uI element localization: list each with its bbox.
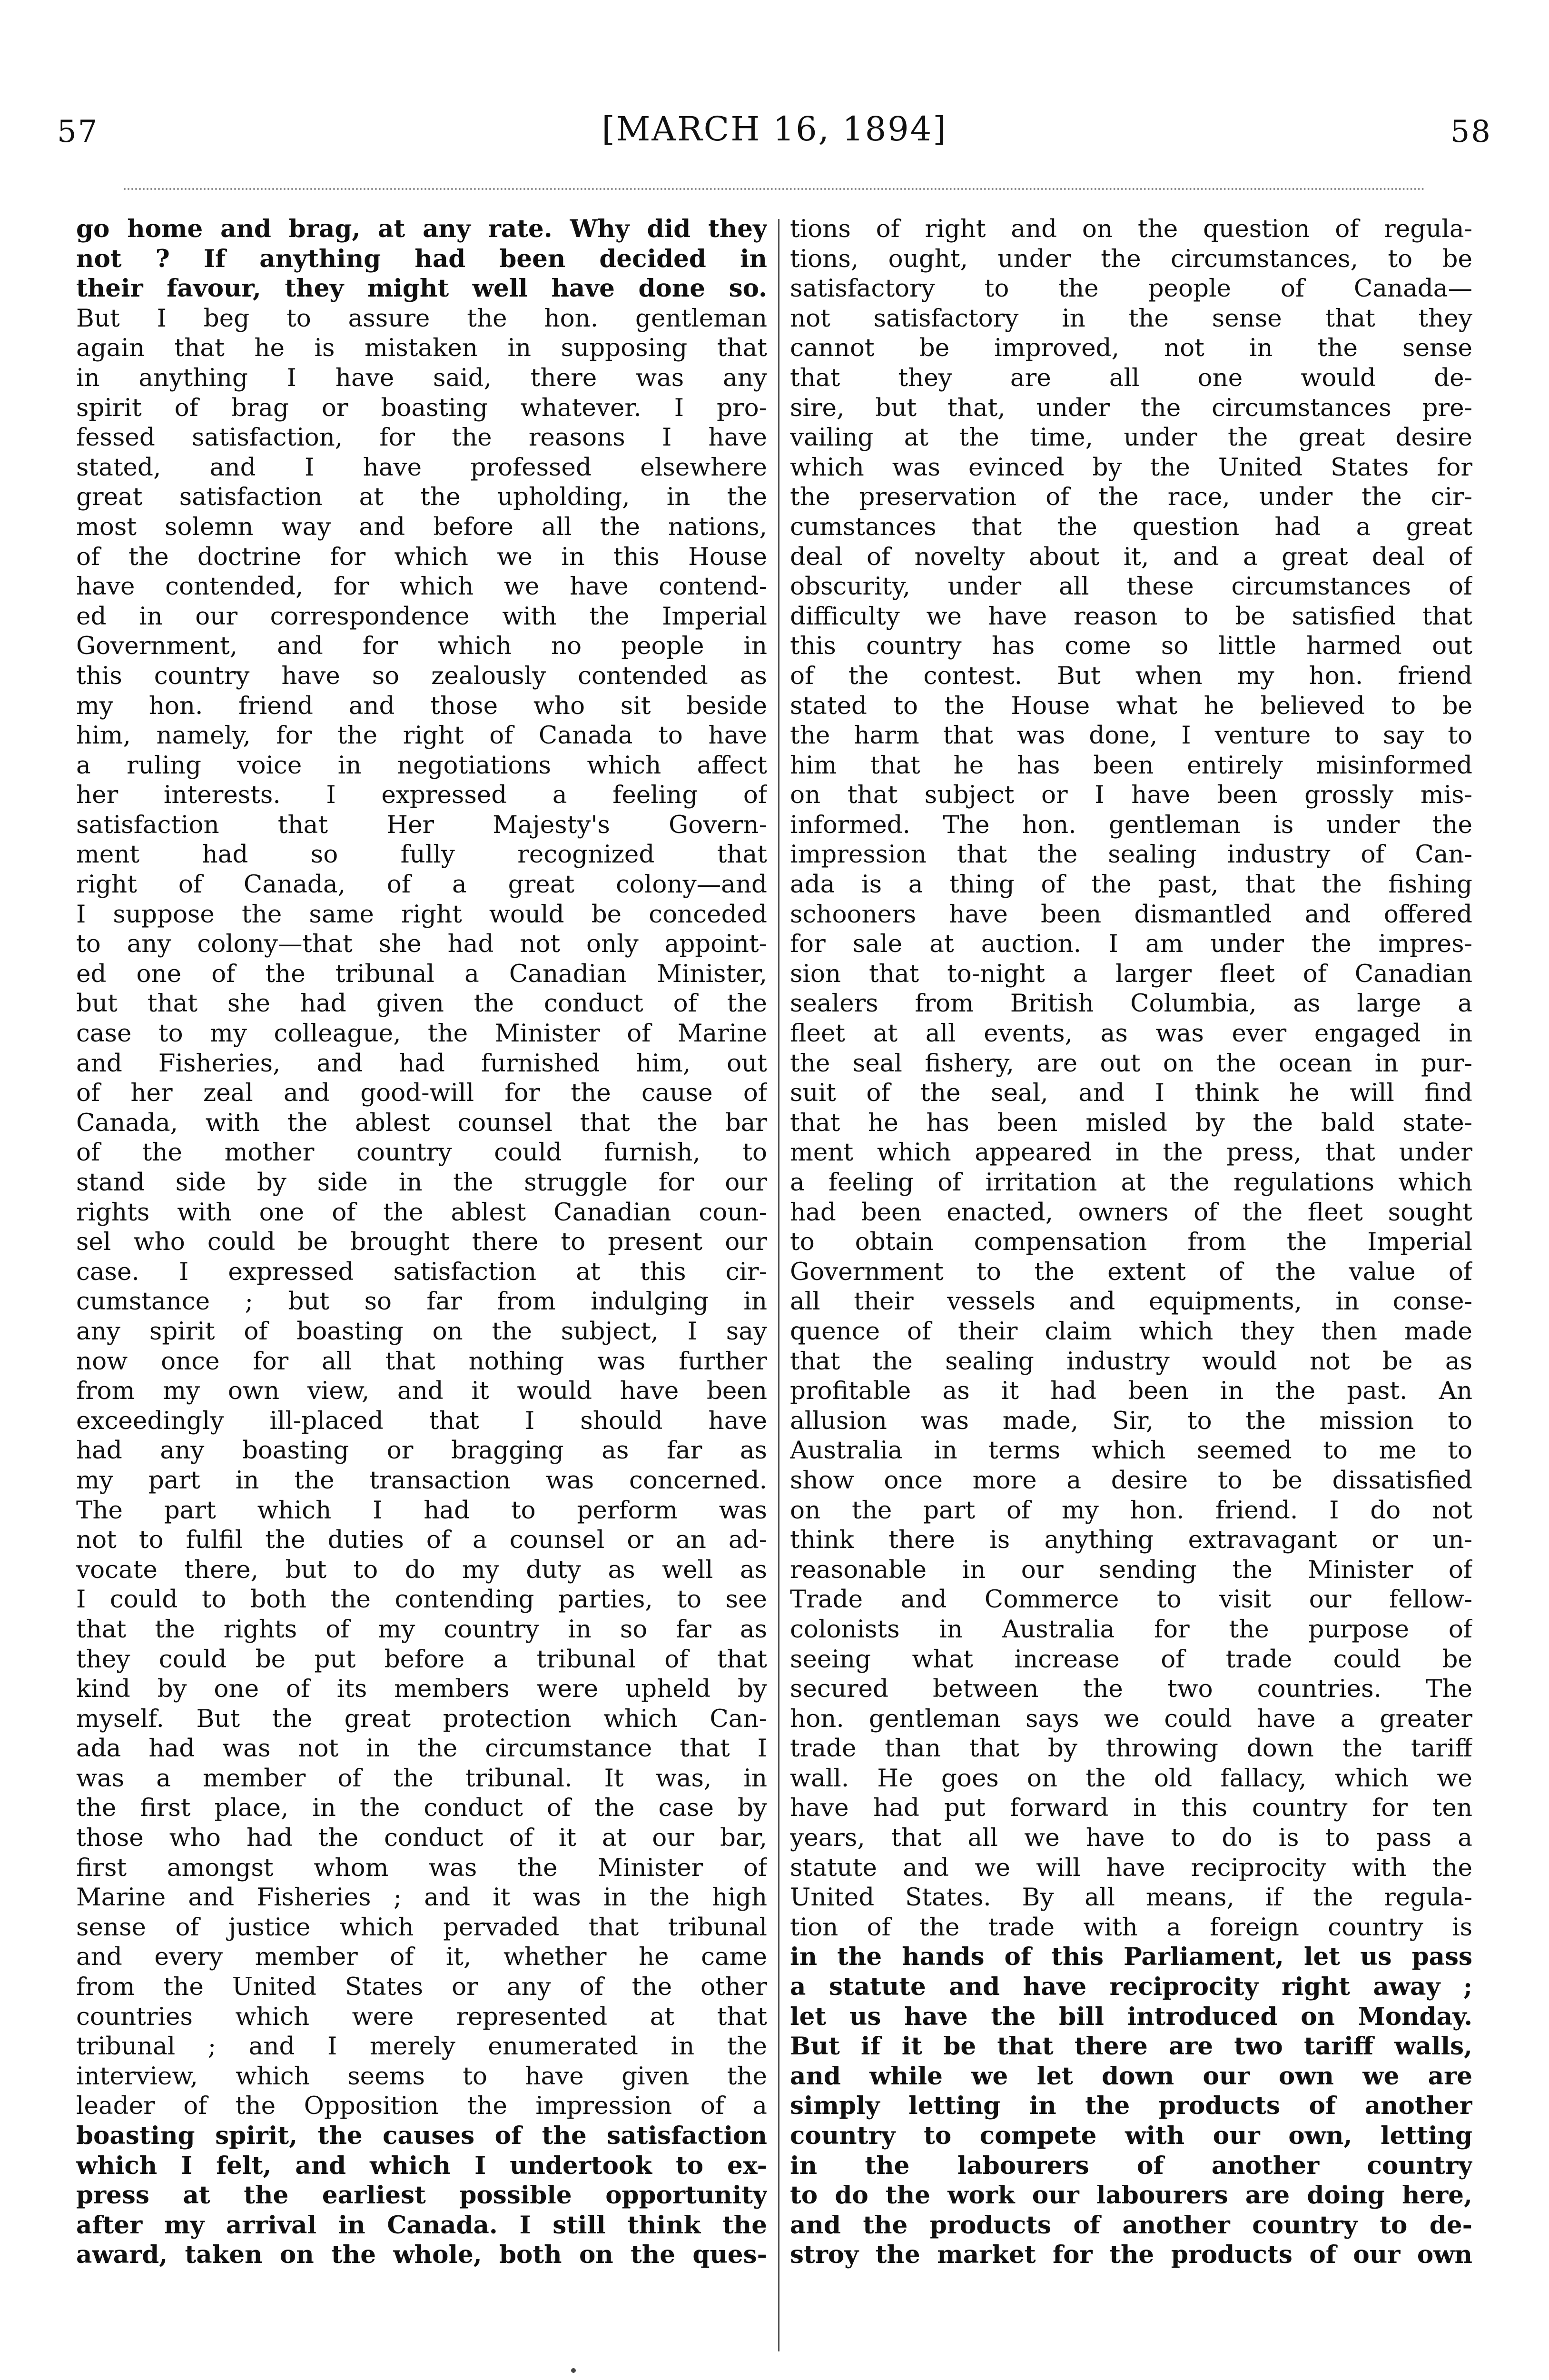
- text-line: their favour, they might well have done so.: [76, 274, 767, 303]
- text-line: suit of the seal, and I think he will find: [790, 1079, 1472, 1108]
- text-line: I suppose the same right would be conceded: [76, 900, 767, 929]
- text-line: not ? If anything had been decided in: [76, 244, 767, 273]
- text-line: seeing what increase of trade could be: [790, 1645, 1472, 1674]
- text-line: profitable as it had been in the past. An: [790, 1377, 1472, 1406]
- text-line: fleet at all events, as was ever engaged in: [790, 1019, 1472, 1048]
- text-line: vailing at the time, under the great desire: [790, 423, 1472, 452]
- text-line: Trade and Commerce to visit our fellow-: [790, 1585, 1472, 1614]
- text-line: Canada, with the ablest counsel that the bar: [76, 1108, 767, 1137]
- text-line: not to fulfil the duties of a counsel or an ad-: [76, 1526, 767, 1555]
- text-line: not satisfactory in the sense that they: [790, 304, 1472, 333]
- text-line: her interests. I expressed a feeling of: [76, 781, 767, 810]
- text-line: and every member of it, whether he came: [76, 1943, 767, 1972]
- text-line: colonists in Australia for the purpose of: [790, 1615, 1472, 1644]
- text-line: interview, which seems to have given the: [76, 2062, 767, 2091]
- text-line: let us have the bill introduced on Monday.: [790, 2002, 1472, 2031]
- page-number-left: 57: [57, 114, 99, 149]
- text-line: go home and brag, at any rate. Why did they: [76, 215, 767, 243]
- text-line: case. I expressed satisfaction at this cir-: [76, 1257, 767, 1286]
- text-line: right of Canada, of a great colony—and: [76, 870, 767, 899]
- text-line: informed. The hon. gentleman is under the: [790, 810, 1472, 839]
- text-line: sel who could be brought there to present our: [76, 1228, 767, 1257]
- text-line: sion that to-night a larger fleet of Canadian: [790, 959, 1472, 988]
- text-line: had any boasting or bragging as far as: [76, 1436, 767, 1465]
- text-line: in the labourers of another country: [790, 2151, 1472, 2180]
- text-line: tribunal ; and I merely enumerated in the: [76, 2032, 767, 2061]
- text-line: wall. He goes on the old fallacy, which we: [790, 1764, 1472, 1793]
- column-divider: [778, 219, 779, 2351]
- text-line: the harm that was done, I venture to say to: [790, 721, 1472, 750]
- text-line: stroy the market for the products of our own: [790, 2241, 1472, 2270]
- text-line: years, that all we have to do is to pass a: [790, 1824, 1472, 1853]
- text-line: that they are all one would de-: [790, 363, 1472, 392]
- text-line: The part which I had to perform was: [76, 1496, 767, 1525]
- text-line: boasting spirit, the causes of the satisfaction: [76, 2122, 767, 2150]
- text-line: my part in the transaction was concerned.: [76, 1466, 767, 1495]
- text-line: tions of right and on the question of regula-: [790, 215, 1472, 243]
- text-line: that the rights of my country in so far as: [76, 1615, 767, 1644]
- text-line: ada had was not in the circumstance that I: [76, 1734, 767, 1763]
- text-line: a feeling of irritation at the regulations which: [790, 1168, 1472, 1197]
- text-line: all their vessels and equipments, in conse-: [790, 1287, 1472, 1316]
- left-column: [76, 214, 767, 2270]
- text-line: Government to the extent of the value of: [790, 1257, 1472, 1286]
- text-line: of the contest. But when my hon. friend: [790, 661, 1472, 690]
- text-line: cumstance ; but so far from indulging in: [76, 1287, 767, 1316]
- page-mark: [571, 2368, 576, 2373]
- text-line: statute and we will have reciprocity with the: [790, 1853, 1472, 1882]
- text-line: my hon. friend and those who sit beside: [76, 691, 767, 720]
- page-header: [48, 100, 1501, 152]
- text-line: sealers from British Columbia, as large a: [790, 989, 1472, 1018]
- text-line: again that he is mistaken in supposing that: [76, 334, 767, 363]
- text-line: kind by one of its members were upheld by: [76, 1675, 767, 1704]
- text-line: deal of novelty about it, and a great deal of: [790, 542, 1472, 571]
- text-line: that he has been misled by the bald state-: [790, 1108, 1472, 1137]
- text-line: quence of their claim which they then made: [790, 1317, 1472, 1346]
- text-line: ada is a thing of the past, that the fishing: [790, 870, 1472, 899]
- text-line: now once for all that nothing was further: [76, 1347, 767, 1376]
- text-line: hon. gentleman says we could have a greater: [790, 1704, 1472, 1733]
- text-line: any spirit of boasting on the subject, I say: [76, 1317, 767, 1346]
- text-line: exceedingly ill-placed that I should have: [76, 1406, 767, 1435]
- text-line: But if it be that there are two tariff walls,: [790, 2032, 1472, 2061]
- text-line: countries which were represented at that: [76, 2002, 767, 2031]
- text-line: stated, and I have professed elsewhere: [76, 453, 767, 482]
- text-line: ed one of the tribunal a Canadian Minister,: [76, 959, 767, 988]
- text-line: impression that the sealing industry of Can-: [790, 840, 1472, 869]
- text-line: secured between the two countries. The: [790, 1675, 1472, 1704]
- text-line: those who had the conduct of it at our bar,: [76, 1824, 767, 1853]
- text-line: in anything I have said, there was any: [76, 363, 767, 392]
- text-line: and while we let down our own we are: [790, 2062, 1472, 2091]
- text-line: in the hands of this Parliament, let us pass: [790, 1943, 1472, 1972]
- text-line: to do the work our labourers are doing here,: [790, 2181, 1472, 2210]
- text-line: which I felt, and which I undertook to ex-: [76, 2151, 767, 2180]
- text-line: they could be put before a tribunal of that: [76, 1645, 767, 1674]
- right-column: [790, 214, 1472, 2270]
- text-line: sire, but that, under the circumstances pre-: [790, 393, 1472, 422]
- text-line: think there is anything extravagant or un-: [790, 1526, 1472, 1555]
- text-line: difficulty we have reason to be satisfied that: [790, 602, 1472, 631]
- text-line: great satisfaction at the upholding, in the: [76, 483, 767, 512]
- text-line: from the United States or any of the other: [76, 1973, 767, 2002]
- text-line: a ruling voice in negotiations which affect: [76, 751, 767, 780]
- text-line: ment had so fully recognized that: [76, 840, 767, 869]
- text-line: But I beg to assure the hon. gentleman: [76, 304, 767, 333]
- text-line: satisfactory to the people of Canada—: [790, 274, 1472, 303]
- text-line: Australia in terms which seemed to me to: [790, 1436, 1472, 1465]
- text-line: this country has come so little harmed out: [790, 632, 1472, 661]
- text-line: I could to both the contending parties, to see: [76, 1585, 767, 1614]
- text-line: first amongst whom was the Minister of: [76, 1853, 767, 1882]
- text-line: on that subject or I have been grossly mis-: [790, 781, 1472, 810]
- text-line: sense of justice which pervaded that tribunal: [76, 1913, 767, 1942]
- text-line: ed in our correspondence with the Imperial: [76, 602, 767, 631]
- text-line: award, taken on the whole, both on the ques-: [76, 2241, 767, 2270]
- text-line: show once more a desire to be dissatisfied: [790, 1466, 1472, 1495]
- text-line: him, namely, for the right of Canada to have: [76, 721, 767, 750]
- text-line: on the part of my hon. friend. I do not: [790, 1496, 1472, 1525]
- text-line: fessed satisfaction, for the reasons I have: [76, 423, 767, 452]
- text-line: case to my colleague, the Minister of Marine: [76, 1019, 767, 1048]
- text-line: allusion was made, Sir, to the mission to: [790, 1406, 1472, 1435]
- text-line: of her zeal and good-will for the cause of: [76, 1079, 767, 1108]
- text-line: schooners have been dismantled and offered: [790, 900, 1472, 929]
- text-line: stated to the House what he believed to be: [790, 691, 1472, 720]
- text-line: cumstances that the question had a great: [790, 512, 1472, 541]
- text-line: stand side by side in the struggle for our: [76, 1168, 767, 1197]
- text-line: and the products of another country to de-: [790, 2211, 1472, 2240]
- text-line: trade than that by throwing down the tariff: [790, 1734, 1472, 1763]
- text-line: myself. But the great protection which Can-: [76, 1704, 767, 1733]
- text-line: reasonable in our sending the Minister of: [790, 1555, 1472, 1584]
- text-line: for sale at auction. I am under the impres-: [790, 930, 1472, 959]
- text-line: was a member of the tribunal. It was, in: [76, 1764, 767, 1793]
- text-line: vocate there, but to do my duty as well as: [76, 1555, 767, 1584]
- text-line: a statute and have reciprocity right away ;: [790, 1973, 1472, 2002]
- text-line: the first place, in the conduct of the case by: [76, 1794, 767, 1823]
- text-line: have contended, for which we have contend-: [76, 572, 767, 601]
- text-line: that the sealing industry would not be as: [790, 1347, 1472, 1376]
- text-line: this country have so zealously contended as: [76, 661, 767, 690]
- text-line: Marine and Fisheries ; and it was in the high: [76, 1883, 767, 1912]
- text-line: rights with one of the ablest Canadian coun-: [76, 1198, 767, 1227]
- page-number-right: 58: [1450, 114, 1492, 149]
- header-rule: [124, 188, 1425, 190]
- header-date: [MARCH 16, 1894]: [602, 109, 947, 149]
- text-line: simply letting in the products of another: [790, 2092, 1472, 2121]
- text-line: which was evinced by the United States for: [790, 453, 1472, 482]
- text-line: tion of the trade with a foreign country is: [790, 1913, 1472, 1942]
- text-line: leader of the Opposition the impression of a: [76, 2092, 767, 2121]
- text-line: cannot be improved, not in the sense: [790, 334, 1472, 363]
- text-line: the seal fishery, are out on the ocean in pur-: [790, 1049, 1472, 1078]
- text-line: to obtain compensation from the Imperial: [790, 1228, 1472, 1257]
- text-line: country to compete with our own, letting: [790, 2122, 1472, 2150]
- text-line: to any colony—that she had not only appoint-: [76, 930, 767, 959]
- text-line: him that he has been entirely misinformed: [790, 751, 1472, 780]
- text-line: after my arrival in Canada. I still think the: [76, 2211, 767, 2240]
- text-line: of the mother country could furnish, to: [76, 1138, 767, 1167]
- text-line: tions, ought, under the circumstances, to be: [790, 244, 1472, 273]
- text-line: Government, and for which no people in: [76, 632, 767, 661]
- text-line: had been enacted, owners of the fleet sought: [790, 1198, 1472, 1227]
- text-line: have had put forward in this country for ten: [790, 1794, 1472, 1823]
- text-line: ment which appeared in the press, that under: [790, 1138, 1472, 1167]
- text-line: but that she had given the conduct of the: [76, 989, 767, 1018]
- text-line: spirit of brag or boasting whatever. I pro-: [76, 393, 767, 422]
- text-line: obscurity, under all these circumstances of: [790, 572, 1472, 601]
- text-line: from my own view, and it would have been: [76, 1377, 767, 1406]
- text-line: of the doctrine for which we in this House: [76, 542, 767, 571]
- text-line: United States. By all means, if the regula-: [790, 1883, 1472, 1912]
- text-line: press at the earliest possible opportunity: [76, 2181, 767, 2210]
- text-line: most solemn way and before all the nations,: [76, 512, 767, 541]
- text-line: satisfaction that Her Majesty's Govern-: [76, 810, 767, 839]
- text-line: and Fisheries, and had furnished him, out: [76, 1049, 767, 1078]
- text-line: the preservation of the race, under the cir-: [790, 483, 1472, 512]
